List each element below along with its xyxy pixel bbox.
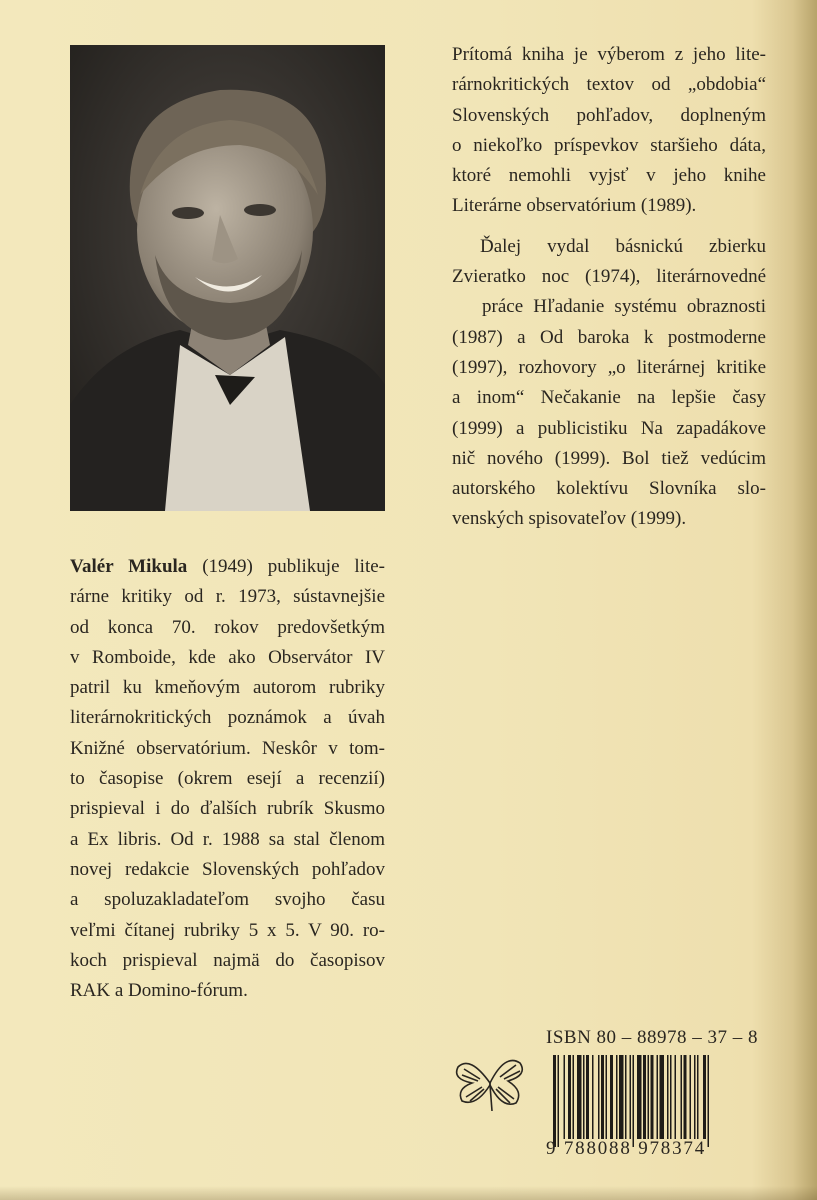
text-line: Slovenských pohľadov, doplneným [452, 104, 766, 126]
text-line: veľmi čítanej rubriky 5 x 5. V 90. ro- [70, 919, 385, 941]
cover-edge-shadow [0, 1186, 817, 1200]
barcode-bar [592, 1055, 594, 1139]
barcode-bar [577, 1055, 582, 1139]
barcode-bar [697, 1055, 699, 1139]
barcode-bar [583, 1055, 585, 1139]
text-line: (1997), rozhovory „o literárnej kritike [452, 356, 766, 378]
text-line: ktoré nemohli vyjsť v jeho knihe [452, 165, 766, 187]
text-line: to časopise (okrem esejí a recenzií) [70, 768, 385, 790]
barcode-bar [573, 1055, 575, 1139]
right-column-text [452, 40, 766, 535]
text-fragment: (1949) publikuje lite- [187, 556, 385, 577]
text-line: Prítomá kniha je výberom z jeho lite- [452, 44, 766, 65]
text-line: o niekoľko príspevkov staršieho dáta, [452, 134, 766, 156]
isbn-label: ISBN 80 – 88978 – 37 – 8 [546, 1027, 759, 1048]
text-line: práce Hľadanie systému obraznosti [482, 296, 766, 318]
text-line: a Ex libris. Od r. 1988 sa stal členom [70, 828, 385, 850]
text-line: Literárne observatórium (1989). [452, 195, 697, 217]
barcode-bar [684, 1055, 687, 1139]
barcode-bar [637, 1055, 642, 1139]
barcode-bar [568, 1055, 571, 1139]
barcode-bar [558, 1055, 560, 1147]
barcode-bar [586, 1055, 589, 1139]
text-line: RAK a Domino-fórum. [70, 980, 248, 1002]
paragraph-works [452, 232, 766, 535]
text-line: novej redakcie Slovenských pohľadov [70, 858, 385, 880]
text-line: a spoluzakladateľom svojho času [70, 889, 385, 911]
barcode-bar [694, 1055, 696, 1139]
barcode-bar [601, 1055, 604, 1139]
text-line [70, 552, 385, 582]
barcode-bar [675, 1055, 677, 1139]
barcode-bar [648, 1055, 650, 1139]
author-name: Valér Mikula [70, 556, 188, 577]
text-line: literárnokritických poznámok a úvah [70, 707, 385, 729]
text-line: Knižné observatórium. Neskôr v tom- [70, 737, 385, 759]
barcode-bar [598, 1055, 600, 1139]
text-line: od konca 70. rokov predovšetkým [70, 616, 385, 638]
text-line: a inom“ Nečakanie na lepšie časy [452, 387, 766, 409]
barcode-bar [564, 1055, 566, 1139]
barcode-bar [643, 1055, 646, 1139]
barcode-bar [630, 1055, 632, 1139]
barcode-bar [690, 1055, 692, 1139]
barcode-bar [708, 1055, 710, 1147]
barcode-bar [633, 1055, 635, 1147]
barcode-bar [657, 1055, 659, 1139]
text-line: prispieval i do ďalších rubrík Skusmo [70, 798, 385, 820]
paragraph-selection [452, 40, 766, 222]
barcode-bar [660, 1055, 665, 1139]
text-line: (1999) a publicistiku Na zapadákove [452, 417, 766, 439]
text-line: nič nového (1999). Bol tiež vedúcim [452, 447, 766, 469]
barcode-bar [553, 1055, 556, 1147]
text-line: autorského kolektívu Slovníka slo- [452, 478, 766, 500]
author-photo [70, 45, 385, 511]
barcode-bar [670, 1055, 672, 1139]
barcode-bar [606, 1055, 608, 1139]
text-line: rárne kritiky od r. 1973, sústavnejšie [70, 586, 385, 608]
barcode-bar [625, 1055, 627, 1139]
barcode-bar [610, 1055, 613, 1139]
text-line: Zvieratko noc (1974), literárnovedné [452, 266, 766, 288]
butterfly-icon [450, 1045, 530, 1115]
bio-paragraph [70, 552, 385, 1006]
barcode-bar [651, 1055, 654, 1139]
barcode-bar [619, 1055, 624, 1139]
barcode-digits: 9 788088 978374 [546, 1138, 706, 1159]
barcode-bar [681, 1055, 683, 1139]
text-line: (1987) a Od baroka k postmoderne [452, 326, 766, 348]
author-bio [70, 552, 385, 1006]
barcode-bar [616, 1055, 618, 1139]
text-line: patril ku kmeňovým autorom rubriky [70, 677, 385, 699]
barcode-bar [667, 1055, 669, 1139]
text-line: koch prispieval najmä do časopisov [70, 949, 385, 971]
barcode-bar [703, 1055, 706, 1139]
text-line: rárnokritických textov od „obdobia“ [452, 74, 766, 96]
text-line: v Romboide, kde ako Observátor IV [70, 646, 385, 668]
text-line: venských spisovateľov (1999). [452, 508, 687, 530]
text-line: Ďalej vydal básnickú zbierku [480, 235, 766, 257]
